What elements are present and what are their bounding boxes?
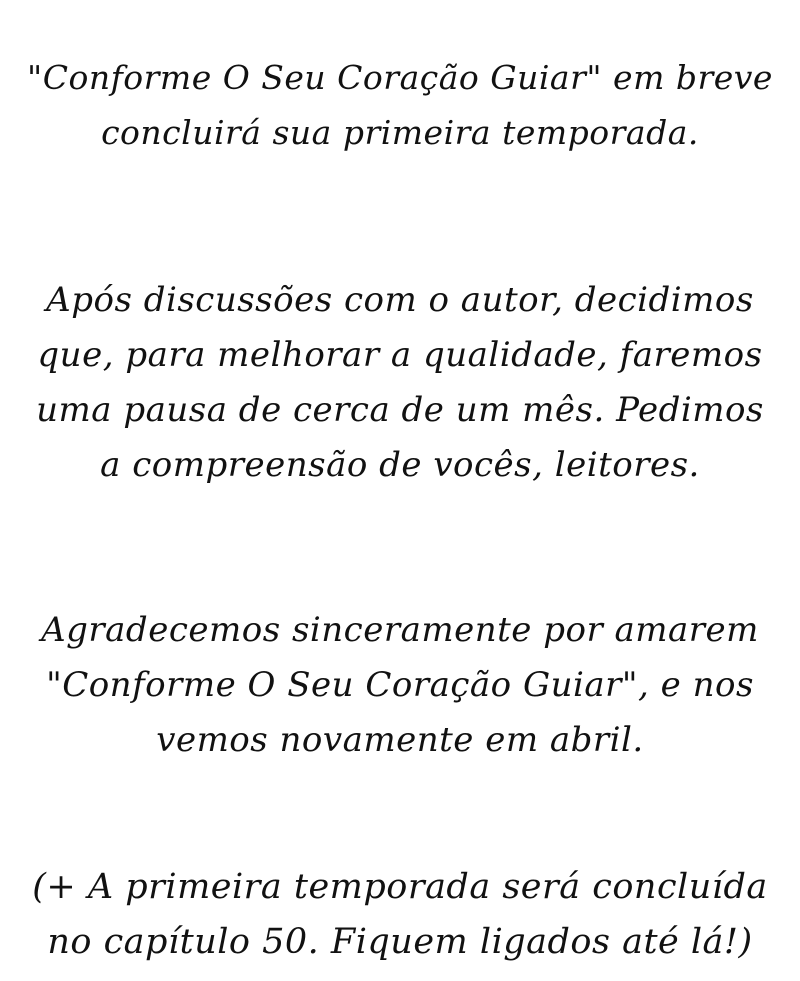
text-line: uma pausa de cerca de um mês. Pedimos bbox=[36, 390, 764, 430]
text-line: (+ A primeira temporada será concluída bbox=[32, 867, 768, 907]
text-line: "Conforme O Seu Coração Guiar", e nos bbox=[46, 665, 754, 705]
thanks-notice bbox=[0, 603, 800, 768]
text-line: vemos novamente em abril. bbox=[156, 720, 644, 760]
text-line: "Conforme O Seu Coração Guiar" em breve bbox=[27, 58, 773, 97]
text-line: Agradecemos sinceramente por amarem bbox=[41, 610, 759, 650]
text-line: que, para melhorar a qualidade, faremos bbox=[37, 335, 763, 375]
text-line: a compreensão de vocês, leitores. bbox=[100, 445, 700, 485]
final-chapter-note bbox=[0, 860, 800, 970]
text-line: no capítulo 50. Fiquem ligados até lá!) bbox=[47, 922, 753, 962]
text-line: concluirá sua primeira temporada. bbox=[101, 113, 699, 152]
hiatus-notice bbox=[0, 273, 800, 493]
text-line: Após discussões com o autor, decidimos bbox=[46, 280, 754, 320]
season-end-notice bbox=[0, 50, 800, 160]
